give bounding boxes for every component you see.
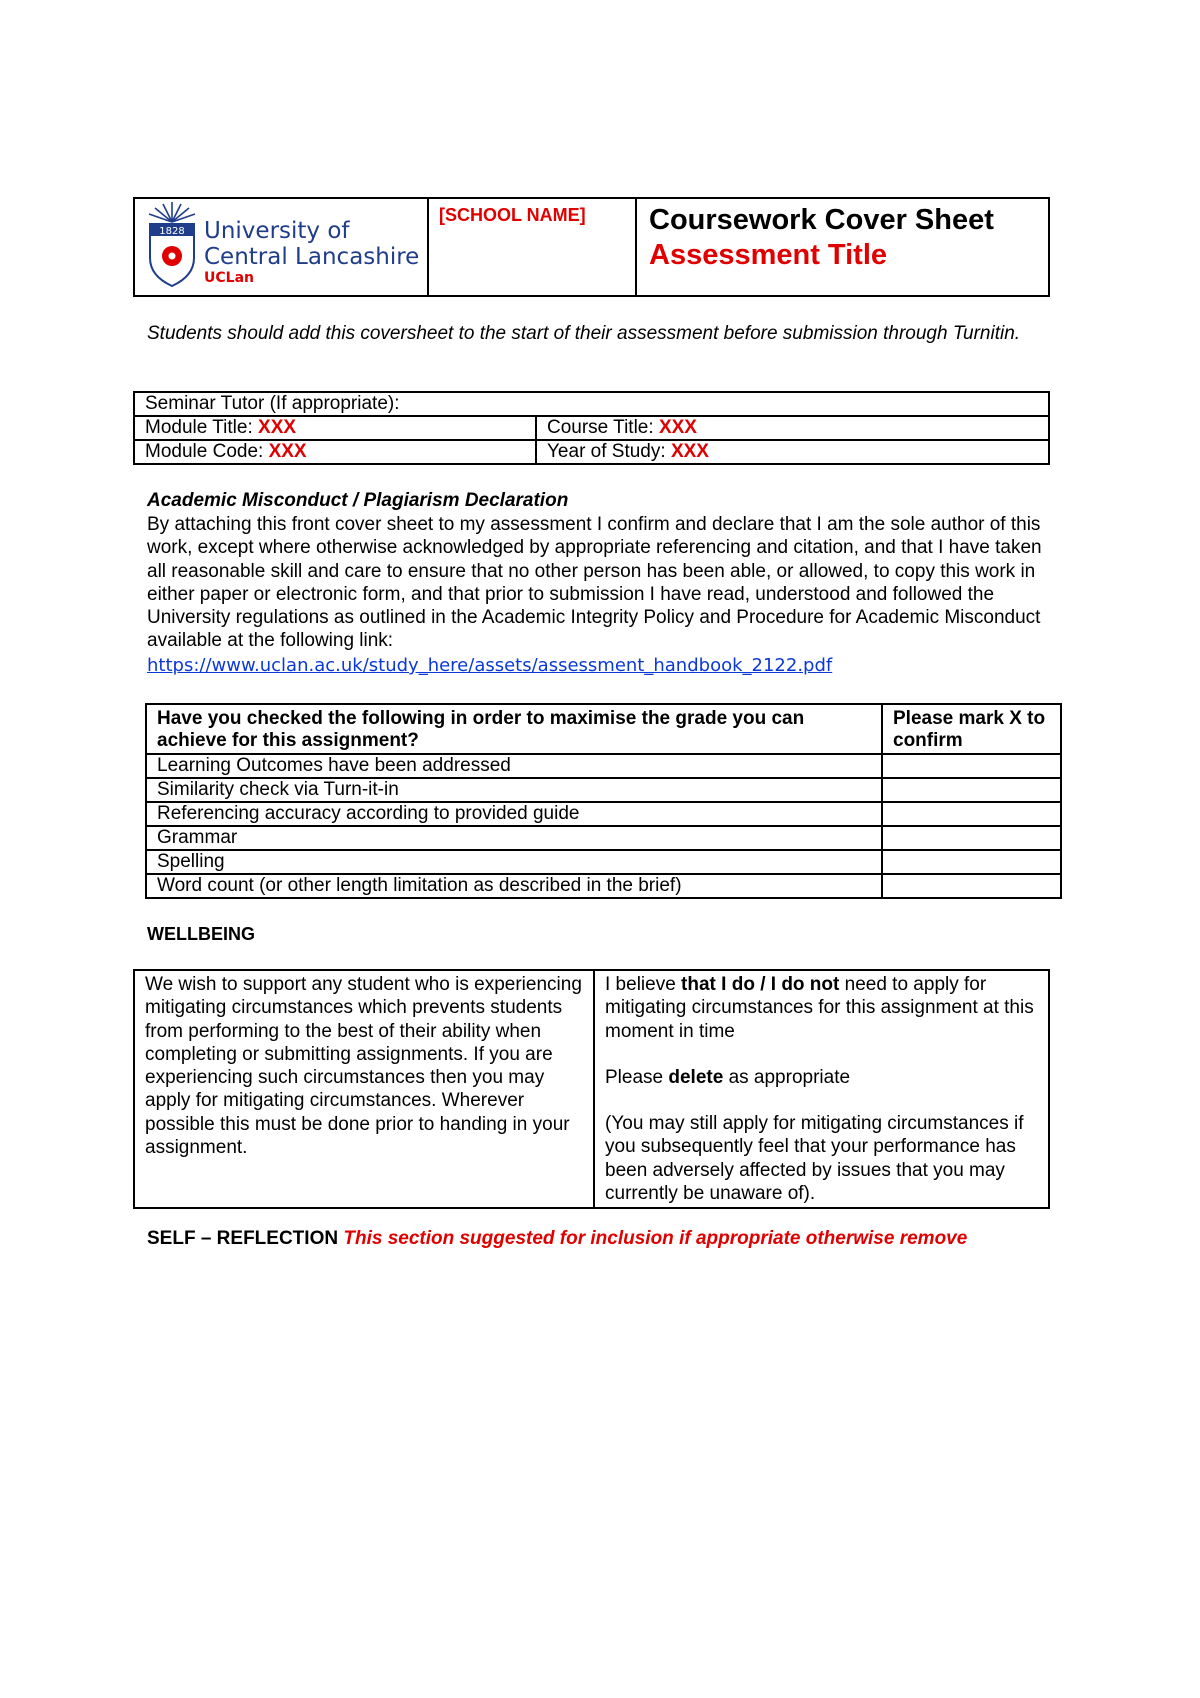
module-title-field[interactable] (134, 416, 536, 440)
checklist-mark-box[interactable] (882, 802, 1061, 826)
checklist-mark-box[interactable] (882, 874, 1061, 898)
mitigating-statement[interactable] (605, 973, 1038, 1043)
checklist-table (145, 703, 1062, 899)
checklist-question: Have you checked the following in order to maximise the grade you can achieve for this assignment? (146, 704, 882, 754)
module-code-value: XXX (268, 441, 307, 462)
assessment-handbook-link[interactable]: https://www.uclan.ac.uk/study_here/assets/assessment_handbook_2122.pdf (147, 655, 833, 676)
logo-line1: University of (204, 218, 350, 244)
wellbeing-heading: WELLBEING (147, 924, 255, 944)
delete-word: delete (668, 1066, 724, 1088)
self-reflection (147, 1228, 967, 1250)
delete-instruction (605, 1066, 1038, 1089)
checklist-item: Learning Outcomes have been addressed (146, 754, 882, 778)
self-reflection-heading: SELF – REFLECTION (147, 1228, 339, 1249)
logo-line2: Central Lancashire (204, 244, 420, 270)
mitigating-post: need to apply for mitigating circumstances for this assignment at this moment in time (605, 974, 1034, 1042)
mitigating-choice: that I do / I do not (681, 974, 840, 995)
uclan-crest-icon (146, 200, 198, 292)
intro-text: Students should add this coversheet to the start of their assessment before submission through Turnitin. (147, 323, 1021, 344)
seminar-tutor-label: Seminar Tutor (If appropriate): (145, 393, 400, 414)
delete-pre: Please (605, 1066, 669, 1088)
checklist-mark-box[interactable] (882, 850, 1061, 874)
course-title-field[interactable] (536, 416, 1049, 440)
checklist-mark-box[interactable] (882, 778, 1061, 802)
checklist-item: Similarity check via Turn-it-in (146, 778, 882, 802)
uclan-logo (146, 200, 428, 292)
info-table (133, 391, 1050, 465)
checklist-item: Referencing accuracy according to provided guide (146, 802, 882, 826)
checklist-mark-header: Please mark X to confirm (882, 704, 1061, 754)
wellbeing-table (133, 969, 1050, 1209)
course-title-value: XXX (658, 417, 697, 438)
checklist-item: Spelling (146, 850, 882, 874)
year-of-study-field[interactable] (536, 440, 1049, 464)
assessment-title: Assessment Title (649, 239, 888, 271)
year-of-study-value: XXX (670, 441, 709, 462)
seminar-tutor-field[interactable] (134, 392, 1049, 416)
declaration-heading: Academic Misconduct / Plagiarism Declaration (147, 490, 569, 511)
mitigating-pre: I believe (605, 974, 682, 995)
module-code-field[interactable] (134, 440, 536, 464)
checklist-mark-box[interactable] (882, 754, 1061, 778)
year-of-study-label: Year of Study: (547, 441, 666, 462)
checklist-item: Grammar (146, 826, 882, 850)
wellbeing-support-text: We wish to support any student who is experiencing mitigating circumstances which prevents students from performing to the best of their ability when completing or submitting assignments. If you are experiencing such circumstances then you may apply for mitigating circumstances. Wherever possible this must be done prior to handing in your assignment. (134, 970, 594, 1208)
page-title: Coursework Cover Sheet (649, 204, 994, 236)
logo-short: UCLan (204, 270, 254, 286)
checklist-mark-box[interactable] (882, 826, 1061, 850)
logo-year: 1828 (159, 226, 185, 237)
declaration-body: By attaching this front cover sheet to my assessment I confirm and declare that I am the sole author of this work, except where otherwise acknowledged by appropriate referencing and citation, and that I have taken all reasonable skill and care to ensure that no other person has been able, or allowed, to copy this work in either paper or electronic form, and that prior to submission I have read, understood and followed the University regulations as outlined in the Academic Integrity Policy and Procedure for Academic Misconduct available at the following link: (147, 514, 1042, 652)
module-title-value: XXX (258, 417, 297, 438)
module-title-label: Module Title: (145, 417, 253, 438)
course-title-label: Course Title: (547, 417, 654, 438)
wellbeing-declaration (594, 970, 1049, 1208)
title-cell (636, 198, 1049, 296)
delete-post: as appropriate (723, 1066, 851, 1088)
checklist-item: Word count (or other length limitation as described in the brief) (146, 874, 882, 898)
module-code-label: Module Code: (145, 441, 264, 462)
school-name: [SCHOOL NAME] (428, 198, 636, 296)
mitigating-note: (You may still apply for mitigating circumstances if you subsequently feel that your performance has been adversely affected by issues that you may currently be unaware of). (605, 1113, 1024, 1205)
self-reflection-note: This section suggested for inclusion if appropriate otherwise remove (343, 1228, 968, 1249)
